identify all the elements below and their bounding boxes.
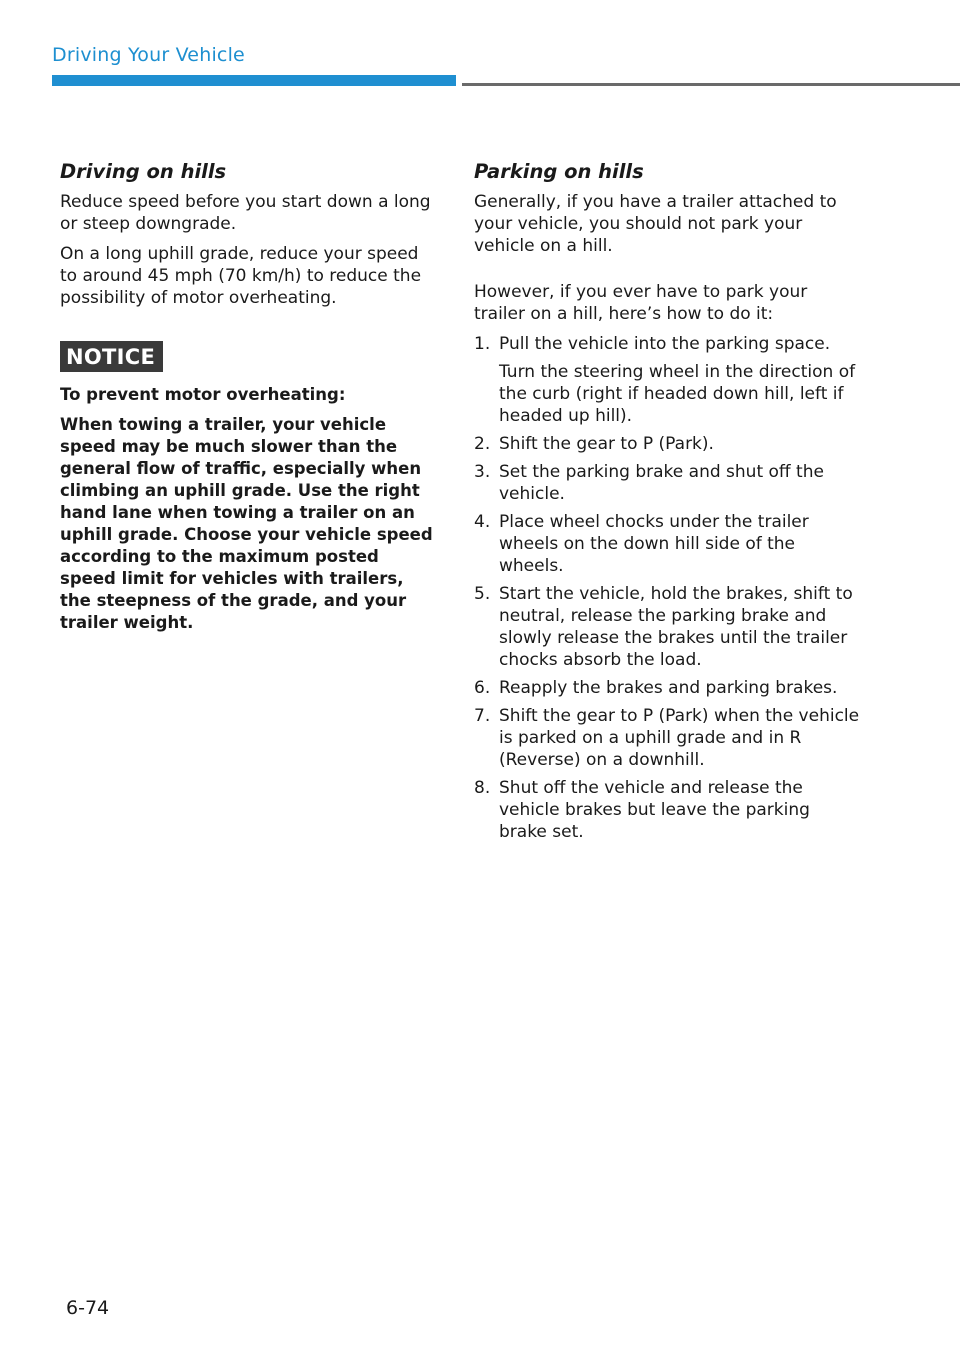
intro-paragraph: Generally, if you have a trailer attached to your vehicle, you should not park your vehicle on a hill.	[474, 192, 837, 256]
list-item: 3. Set the parking brake and shut off the vehicle.	[474, 462, 824, 504]
parking-on-hills-heading: Parking on hills	[474, 160, 644, 183]
right-column	[474, 160, 862, 849]
notice-label: NOTICE	[60, 341, 163, 372]
step-1-subtext: Turn the steering wheel in the direction of the curb (right if headed down hill, left if headed up hill).	[499, 362, 856, 426]
header-rule	[462, 83, 960, 86]
notice-body: When towing a trailer, your vehicle speed may be much slower than the general flow of traffic, especially when climbing an uphill grade. Use the right hand lane when towing a trailer on an uphill grade. Choose your vehicle speed according to the maximum posted speed limit for vehicles with trailers, the steepness of the grade, and your trailer weight.	[60, 415, 433, 632]
notice-title: To prevent motor overheating:	[60, 385, 346, 404]
list-item: 6. Reapply the brakes and parking brakes.	[474, 678, 838, 698]
page-number: 6-74	[66, 1297, 110, 1319]
header-accent-bar	[52, 75, 456, 86]
parking-steps-list	[474, 333, 862, 843]
list-item: 8. Shut off the vehicle and release the vehicle brakes but leave the parking brake set.	[474, 778, 810, 842]
left-column	[60, 160, 438, 642]
paragraph: On a long uphill grade, reduce your speed to around 45 mph (70 km/h) to reduce the possibility of motor overheating.	[60, 244, 422, 308]
list-item: 1. Pull the vehicle into the parking space.	[474, 334, 831, 354]
section-title: Driving Your Vehicle	[52, 44, 245, 66]
driving-on-hills-heading: Driving on hills	[60, 160, 227, 183]
intro-paragraph-2: However, if you ever have to park your trailer on a hill, here’s how to do it:	[474, 282, 808, 324]
list-item: 2. Shift the gear to P (Park).	[474, 434, 714, 454]
paragraph: Reduce speed before you start down a long or steep downgrade.	[60, 192, 431, 234]
list-item: 4. Place wheel chocks under the trailer wheels on the down hill side of the wheels.	[474, 512, 809, 576]
list-item: 7. Shift the gear to P (Park) when the vehicle is parked on a uphill grade and in R (Reverse) on a downhill.	[474, 706, 860, 770]
list-item: 5. Start the vehicle, hold the brakes, shift to neutral, release the parking brake and slowly release the brakes until the trailer chocks absorb the load.	[474, 584, 853, 670]
